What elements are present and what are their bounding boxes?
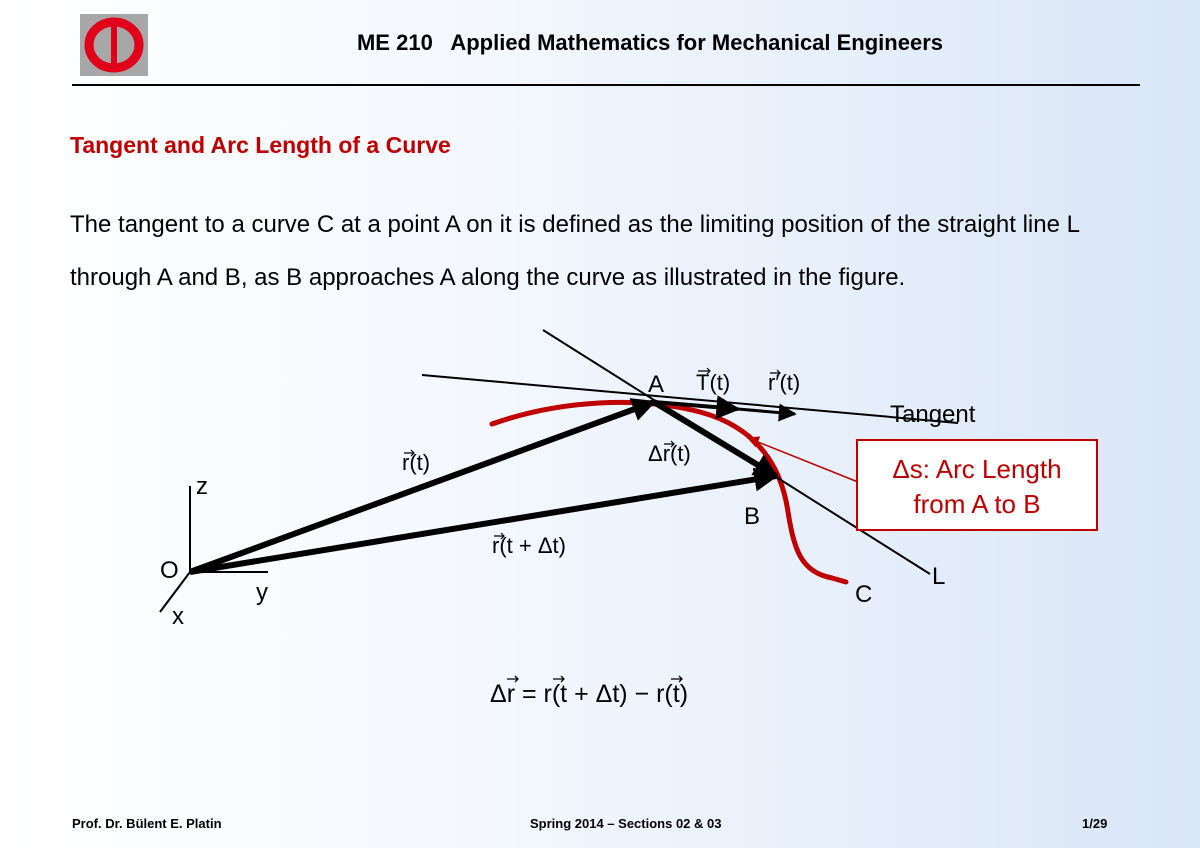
label-r-t-dt: r(t + Δt) xyxy=(492,533,566,558)
tangent-line xyxy=(422,375,958,423)
equation-r-t-dt: r(t + Δt) xyxy=(543,680,628,708)
label-point-b: B xyxy=(744,503,761,530)
label-point-c: C xyxy=(855,581,873,608)
footer-page-number: 1/29 xyxy=(1082,816,1108,831)
slide-body-text: The tangent to a curve C at a point A on it is defined as the limiting position of the straight line L through A and B, as B approaches A along the curve as illustrated in the figure. xyxy=(70,211,1080,291)
label-axis-y: y xyxy=(256,579,268,606)
slide-title: Tangent and Arc Length of a Curve xyxy=(70,132,451,158)
footer-term: Spring 2014 – Sections 02 & 03 xyxy=(530,816,722,831)
vector-r-t xyxy=(190,402,654,572)
vector-r-t-dt xyxy=(190,476,776,572)
label-origin: O xyxy=(160,557,179,584)
label-axis-z: z xyxy=(196,473,208,500)
vector-r-prime-t xyxy=(738,409,795,414)
label-delta-r: Δr(t) xyxy=(648,441,691,466)
label-r-prime-t: r′(t) xyxy=(768,370,801,395)
label-r-t: r(t) xyxy=(402,450,431,475)
course-title: ME 210 Applied Mathematics for Mechanical Engineers xyxy=(356,30,944,55)
equation-minus: − xyxy=(627,680,657,708)
label-axis-x: x xyxy=(172,603,184,630)
delta-r-equation xyxy=(490,680,688,708)
callout-line-2: from A to B xyxy=(913,489,1041,519)
label-line-l: L xyxy=(932,563,946,590)
label-point-a: A xyxy=(648,371,665,398)
equation-r-t: r(t) xyxy=(656,680,689,708)
footer-author: Prof. Dr. Bülent E. Platin xyxy=(72,816,222,831)
equation-equals: = xyxy=(515,680,544,708)
label-tangent: Tangent xyxy=(890,401,976,428)
callout-line-1: Δs: Arc Length xyxy=(892,454,1062,484)
equation-lhs: Δr xyxy=(490,680,516,708)
label-T-t: T(t) xyxy=(696,370,731,395)
